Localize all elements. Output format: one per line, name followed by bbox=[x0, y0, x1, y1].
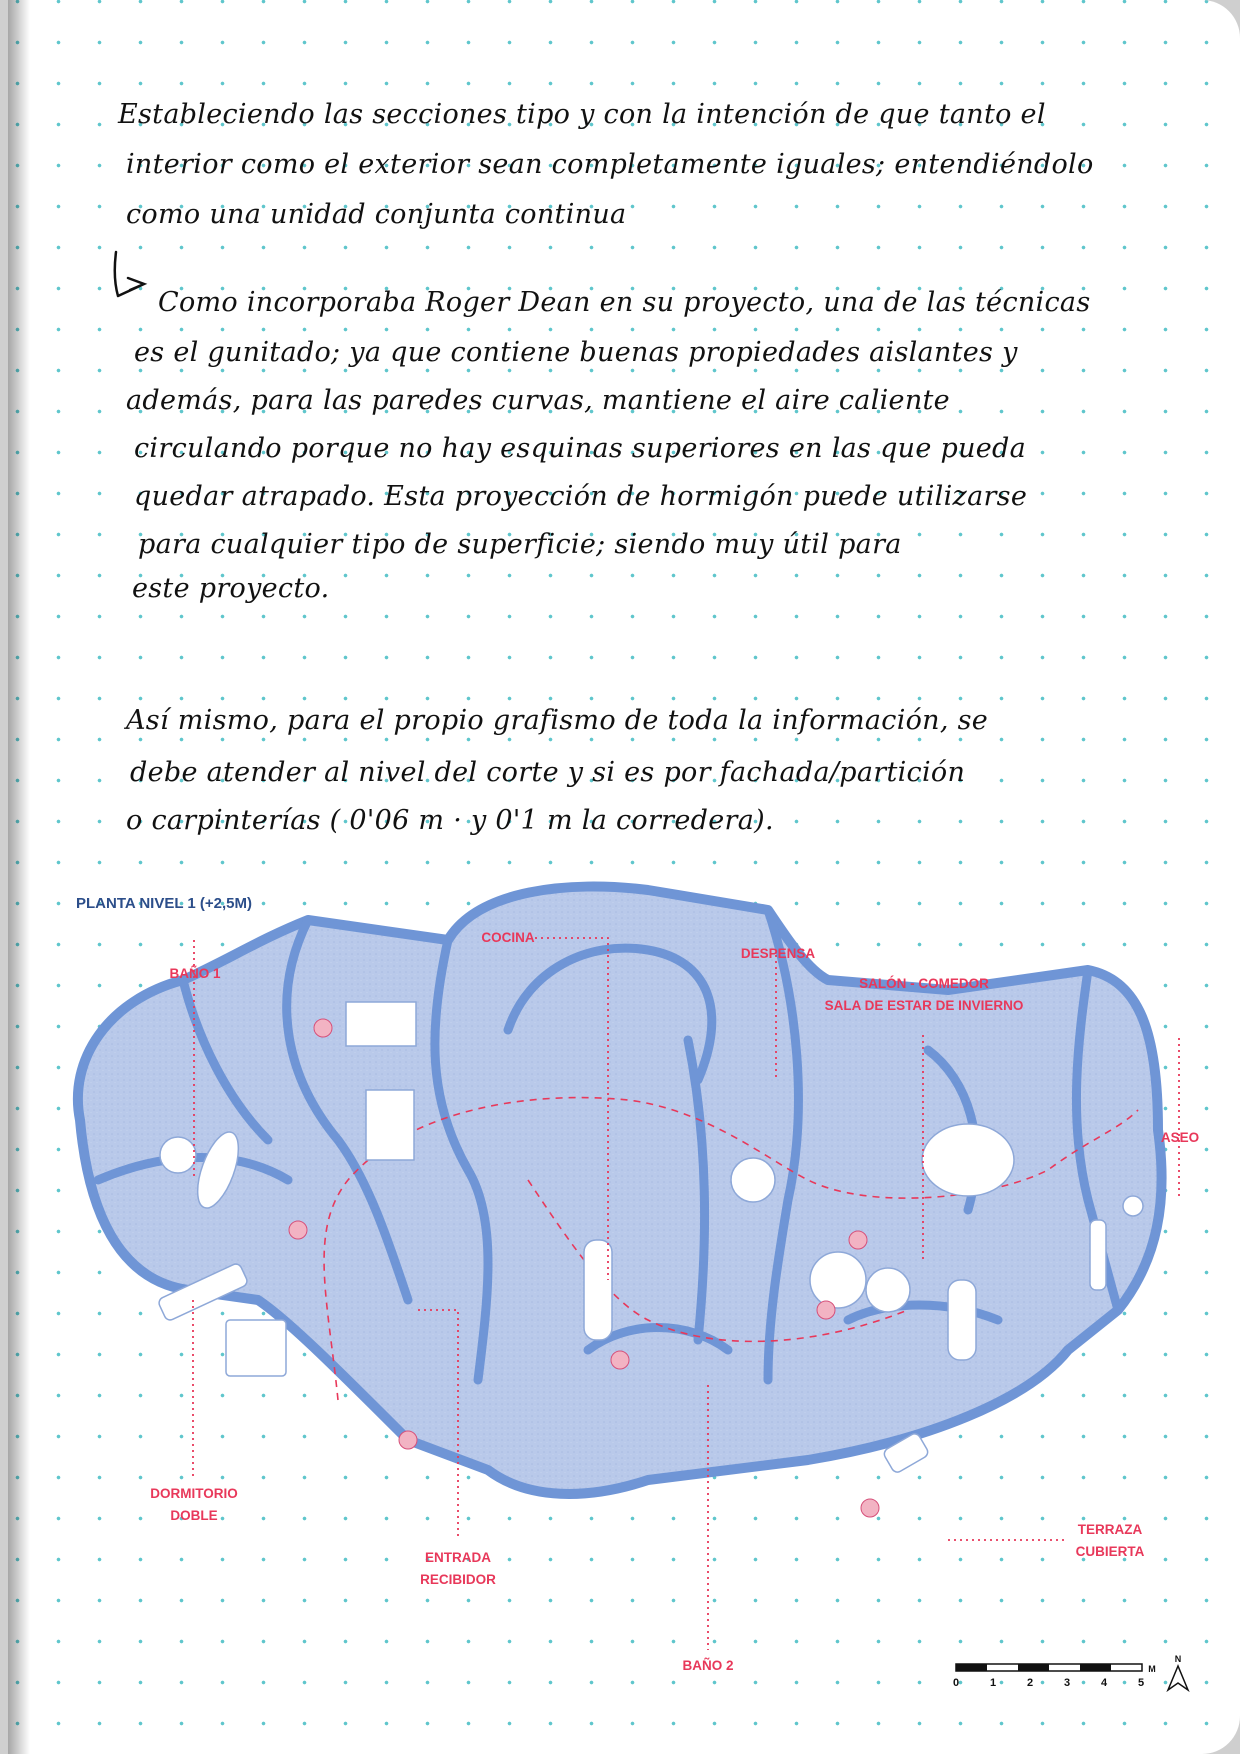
toilet bbox=[1123, 1196, 1143, 1216]
round-table bbox=[866, 1268, 910, 1312]
label-cubierta: CUBIERTA bbox=[1075, 1544, 1145, 1559]
note-line: es el gunitado; ya que contiene buenas propiedades aislantes y bbox=[134, 337, 1018, 368]
plan-title: PLANTA NIVEL 1 (+2,5M) bbox=[76, 895, 253, 912]
note-line: quedar atrapado. Esta proyección de hormigón puede utilizarse bbox=[134, 481, 1028, 512]
label-terraza: TERRAZA bbox=[1077, 1522, 1143, 1537]
scale-number: 5 bbox=[1137, 1677, 1145, 1689]
label-cocina: COCINA bbox=[481, 930, 535, 945]
vanity bbox=[1090, 1220, 1106, 1290]
sofa bbox=[922, 1124, 1014, 1196]
washbasin bbox=[160, 1137, 196, 1173]
floor-slab bbox=[78, 887, 1162, 1494]
scale-number: 0 bbox=[952, 1677, 960, 1689]
label-bano1: BAÑO 1 bbox=[169, 966, 221, 981]
label-sala-estar: SALA DE ESTAR DE INVIERNO bbox=[824, 998, 1024, 1013]
note-line: este proyecto. bbox=[132, 573, 330, 604]
note-line: Estableciendo las secciones tipo y con la intención de que tanto el bbox=[118, 99, 1046, 130]
stair bbox=[366, 1090, 414, 1160]
label-dormitorio: DOBLE bbox=[170, 1508, 218, 1523]
label-salon: SALÓN - COMEDOR bbox=[859, 976, 989, 991]
label-despensa: DESPENSA bbox=[740, 946, 816, 961]
scale-bar bbox=[953, 1664, 1156, 1689]
note-line: para cualquier tipo de superficie; siendo muy útil para bbox=[138, 529, 902, 560]
north-label: N bbox=[1174, 1654, 1182, 1664]
scale-unit: M bbox=[1148, 1664, 1156, 1674]
label-entrada: ENTRADA bbox=[425, 1550, 491, 1565]
round-table bbox=[810, 1252, 866, 1308]
note-line: interior como el exterior sean completamente iguales; entendiéndolo bbox=[126, 149, 1094, 180]
double-bed bbox=[226, 1320, 286, 1376]
notebook-page bbox=[8, 0, 1240, 1754]
stair bbox=[346, 1002, 416, 1046]
label-dormitorio: DORMITORIO bbox=[150, 1486, 238, 1501]
note-line: o carpinterías ( 0'06 m · y 0'1 m la corredera). bbox=[126, 805, 774, 836]
label-bano2: BAÑO 2 bbox=[682, 1658, 734, 1673]
note-line: además, para las paredes curvas, mantiene el aire caliente bbox=[126, 385, 950, 416]
scale-number: 1 bbox=[989, 1677, 997, 1689]
note-line: circulando porque no hay esquinas superiores en las que pueda bbox=[134, 433, 1027, 464]
scale-number: 3 bbox=[1063, 1677, 1071, 1689]
note-line: como una unidad conjunta continua bbox=[126, 199, 627, 230]
north-arrow-icon bbox=[1168, 1654, 1188, 1690]
table bbox=[731, 1158, 775, 1202]
label-recibidor: RECIBIDOR bbox=[420, 1572, 496, 1587]
scale-number: 2 bbox=[1026, 1677, 1034, 1689]
note-line: Así mismo, para el propio grafismo de toda la información, se bbox=[126, 705, 989, 736]
floor-plan bbox=[8, 880, 1240, 1700]
note-line: debe atender al nivel del corte y si es por fachada/partición bbox=[130, 757, 966, 788]
label-aseo: ASEO bbox=[1160, 1130, 1200, 1145]
arrow-mark-icon bbox=[108, 248, 158, 308]
scale-number: 4 bbox=[1100, 1677, 1108, 1689]
note-line: Como incorporaba Roger Dean en su proyecto, una de las técnicas bbox=[158, 287, 1091, 318]
bench bbox=[948, 1280, 976, 1360]
